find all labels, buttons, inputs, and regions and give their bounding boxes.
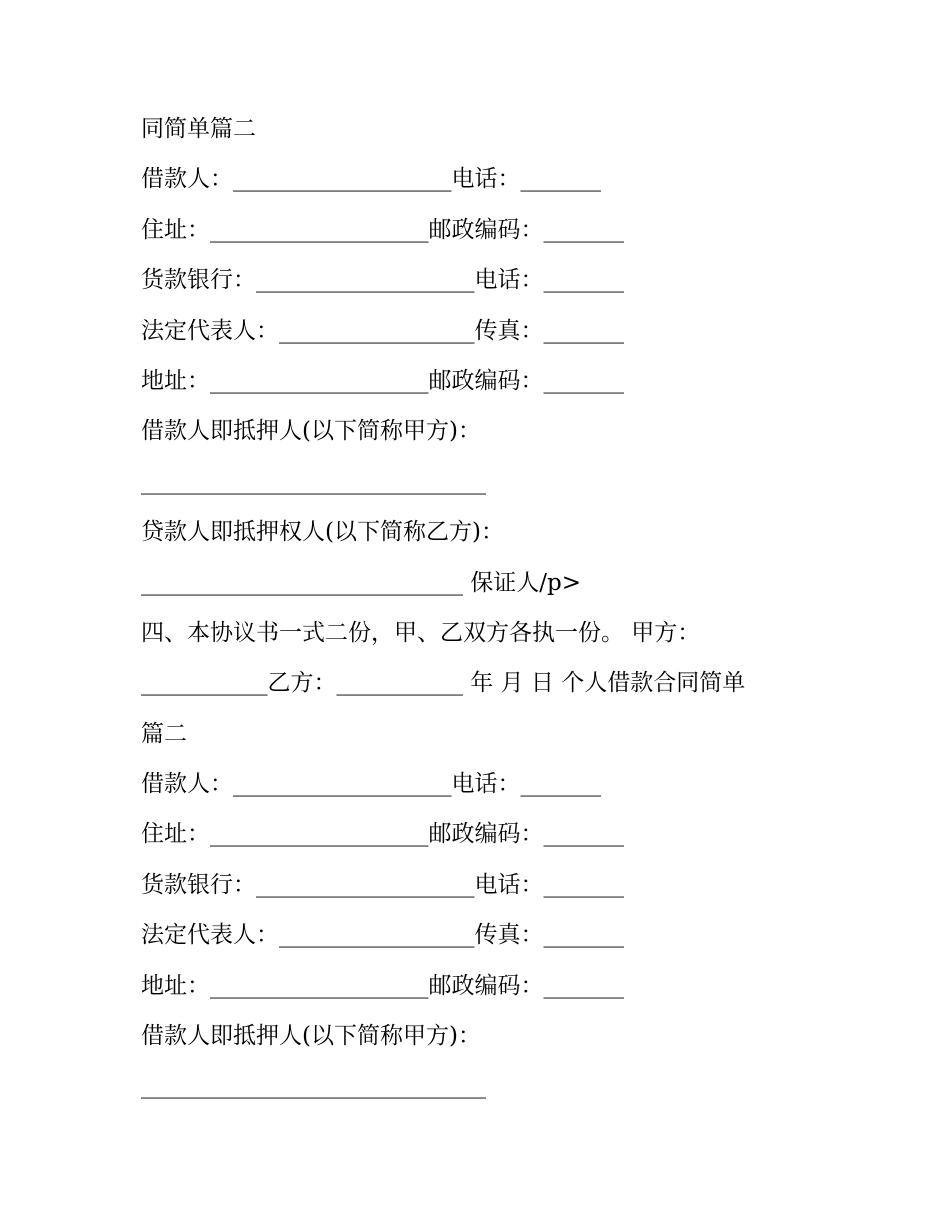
legal-rep-fax-line-2: 法定代表人：_________________传真：_______ — [141, 922, 624, 949]
party-a-blank-2: ______________________________ — [141, 1073, 486, 1100]
lending-bank-phone-line: 货款银行：___________________电话：_______ — [141, 267, 624, 294]
party-b-label: 贷款人即抵押权人(以下简称乙方)： — [141, 519, 504, 546]
guarantor-line: ____________________________ 保证人/p> — [141, 569, 582, 596]
party-a-blank: ______________________________ — [141, 468, 486, 495]
address-postcode-line: 住址：___________________邮政编码：_______ — [141, 216, 624, 243]
address-postcode-line-2: 住址：___________________邮政编码：_______ — [141, 821, 624, 848]
bank-address-postcode-line: 地址：___________________邮政编码：_______ — [141, 367, 624, 394]
section-title-continued: 篇二 — [141, 720, 187, 747]
lending-bank-phone-line-2: 货款银行：___________________电话：_______ — [141, 871, 624, 898]
party-a-label-2: 借款人即抵押人(以下简称甲方)： — [141, 1023, 481, 1050]
legal-rep-fax-line: 法定代表人：_________________传真：_______ — [141, 317, 624, 344]
clause-four-line: 四、本协议书一式二份，甲、乙双方各执一份。 甲方： — [141, 619, 701, 646]
party-a-label: 借款人即抵押人(以下简称甲方)： — [141, 418, 481, 445]
borrower-phone-line: 借款人：___________________电话：_______ — [141, 166, 601, 193]
document-body — [141, 104, 821, 1112]
bank-address-postcode-line-2: 地址：___________________邮政编码：_______ — [141, 972, 624, 999]
borrower-phone-line-2: 借款人：___________________电话：_______ — [141, 771, 601, 798]
section-title: 同简单篇二 — [141, 116, 256, 142]
signature-date-line: ___________乙方：___________ 年 月 日 个人借款合同简单 — [141, 670, 746, 697]
